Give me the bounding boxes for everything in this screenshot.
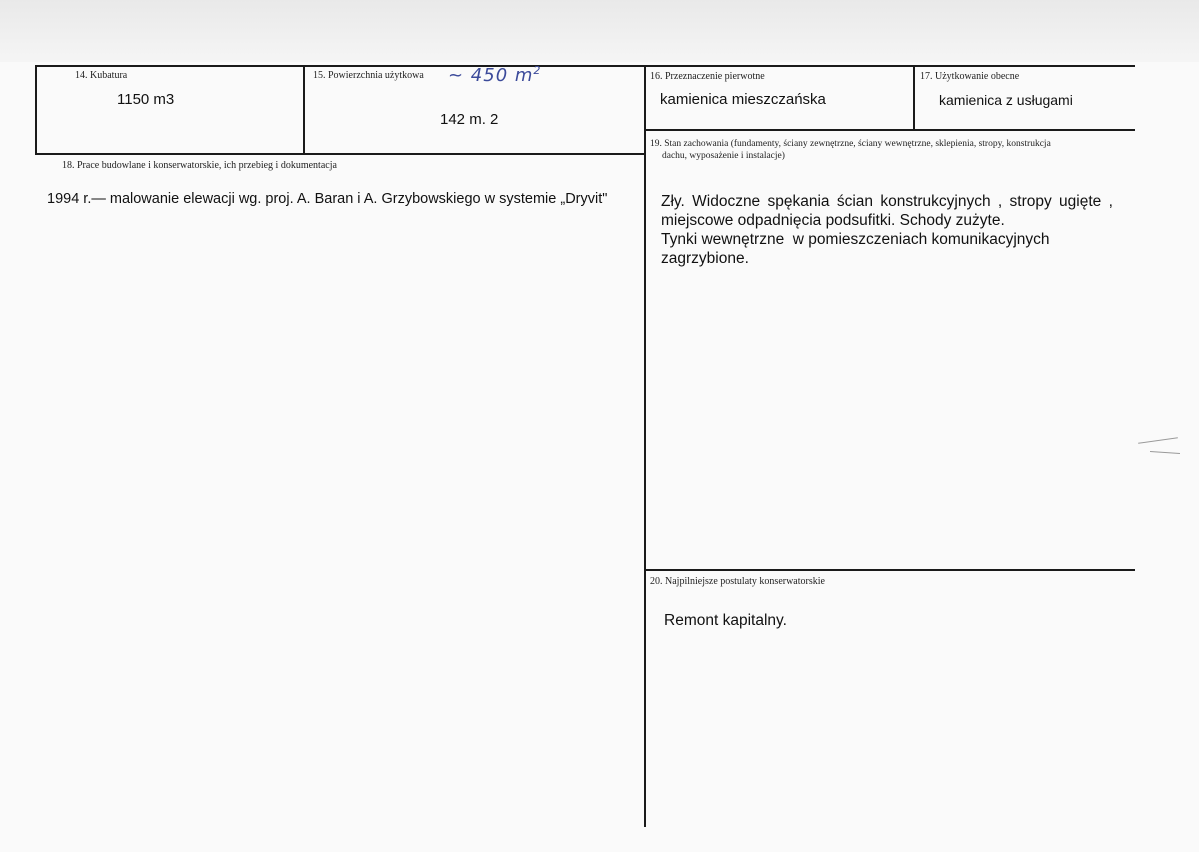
scan-mark xyxy=(1138,437,1178,444)
przeznaczenie-value: kamienica mieszczańska xyxy=(660,91,826,108)
stan-line: Zły. Widoczne spękania ścian konstrukcyjnych , stropy ugięte , xyxy=(661,193,1113,210)
stan-label-line1: 19. Stan zachowania (fundamenty, ściany zewnętrzne, ściany wewnętrzne, sklepienia, stropy, konstrukcja xyxy=(650,139,1051,149)
prace-label: 18. Prace budowlane i konserwatorskie, ich przebieg i dokumentacja xyxy=(62,160,337,171)
uzytkowanie-value: kamienica z usługami xyxy=(939,92,1073,108)
kubatura-label: 14. Kubatura xyxy=(75,70,128,81)
kubatura-value: 1150 m3 xyxy=(117,91,175,108)
powierzchnia-handwritten xyxy=(448,64,541,86)
stan-label-line2: dachu, wyposażenie i instalacje) xyxy=(662,151,785,161)
stan-line: zagrzybione. xyxy=(661,250,749,267)
prace-value: 1994 r.— malowanie elewacji wg. proj. A. Baran i A. Grzybowskiego w systemie „Dryvit" xyxy=(47,191,608,207)
divider-14-15 xyxy=(303,65,305,155)
top-rule xyxy=(35,65,1135,67)
divider-center xyxy=(644,65,646,827)
handwritten-area: ~ 450 m xyxy=(448,65,534,86)
stan-text xyxy=(661,192,1131,268)
scan-mark xyxy=(1150,451,1180,454)
rule-left-mid xyxy=(35,153,645,155)
rule-right-lower xyxy=(645,569,1135,571)
rule-right-upper xyxy=(645,129,1135,131)
divider-16-17 xyxy=(913,65,915,131)
powierzchnia-label: 15. Powierzchnia użytkowa xyxy=(313,70,424,81)
powierzchnia-value: 142 m. 2 xyxy=(440,111,499,128)
postulaty-label: 20. Najpilniejsze postulaty konserwatorskie xyxy=(650,576,825,587)
stan-line: miejscowe odpadnięcia podsufitki. Schody zużyte. xyxy=(661,212,1005,229)
handwritten-area-sup: 2 xyxy=(533,64,542,77)
przeznaczenie-label: 16. Przeznaczenie pierwotne xyxy=(650,71,765,82)
uzytkowanie-label: 17. Użytkowanie obecne xyxy=(920,71,1020,82)
divider-left xyxy=(35,65,37,155)
postulaty-value: Remont kapitalny. xyxy=(664,612,787,629)
stan-line: Tynki wewnętrzne w pomieszczeniach komunikacyjnych xyxy=(661,231,1050,248)
